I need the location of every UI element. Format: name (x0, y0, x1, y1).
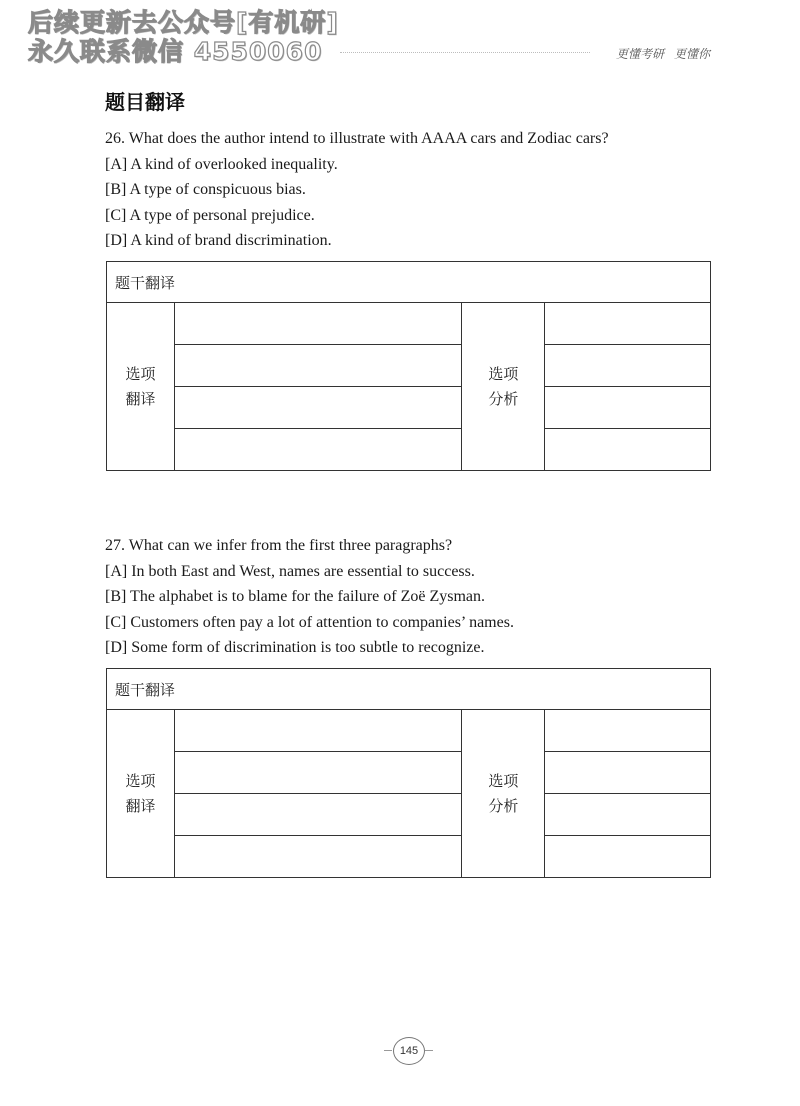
option-translation-label-line-1: 选项 (125, 771, 156, 790)
option-translation-label-line-2: 翻译 (125, 389, 156, 408)
option-translation-cell-b[interactable] (174, 752, 461, 794)
stem-translation-label: 题干翻译 (107, 262, 711, 303)
section-title: 题目翻译 (105, 90, 185, 114)
option-analysis-cell-a[interactable] (545, 710, 711, 752)
question-stem: 26. What does the author intend to illustrate with AAAA cars and Zodiac cars? (105, 130, 609, 147)
option-a: [A] In both East and West, names are essential to success. (105, 562, 475, 580)
option-analysis-cell-b[interactable] (545, 345, 711, 387)
option-translation-label (107, 303, 175, 471)
option-translation-cell-b[interactable] (174, 345, 461, 387)
option-b: [B] A type of conspicuous bias. (105, 181, 306, 198)
header-slogan (616, 45, 710, 62)
option-a: [A] A kind of overlooked inequality. (105, 155, 338, 173)
translation-table-27 (106, 668, 711, 878)
option-translation-label-line-1: 选项 (125, 364, 156, 383)
watermark-line-1: 后续更新去公众号[有机研] (28, 8, 339, 37)
option-d: [D] A kind of brand discrimination. (105, 232, 332, 249)
option-analysis-label-line-1: 选项 (488, 771, 519, 790)
header-divider (340, 52, 590, 53)
watermark-line-2: 永久联系微信 4550060 (28, 37, 323, 66)
option-translation-cell-c[interactable] (174, 794, 461, 836)
option-c: [C] Customers often pay a lot of attention to companies’ names. (105, 613, 514, 631)
option-translation-cell-a[interactable] (174, 303, 461, 345)
page-number: 145 (393, 1037, 425, 1065)
option-analysis-label-line-2: 分析 (488, 796, 519, 815)
option-translation-cell-a[interactable] (174, 710, 461, 752)
option-translation-cell-c[interactable] (174, 387, 461, 429)
option-translation-cell-d[interactable] (174, 429, 461, 471)
option-translation-label (107, 710, 175, 878)
option-analysis-label (462, 710, 545, 878)
question-26 (105, 126, 715, 254)
header-slogan-part-1: 更懂考研 (615, 47, 664, 61)
option-d: [D] Some form of discrimination is too subtle to recognize. (105, 639, 485, 656)
option-analysis-cell-b[interactable] (545, 752, 711, 794)
question-27 (105, 533, 715, 661)
stem-translation-label: 题干翻译 (107, 669, 711, 710)
header-slogan-part-2: 更懂你 (673, 47, 710, 61)
option-translation-label-line-2: 翻译 (125, 796, 156, 815)
option-analysis-cell-c[interactable] (545, 794, 711, 836)
option-analysis-label-line-1: 选项 (488, 364, 519, 383)
translation-table-26 (106, 261, 711, 471)
option-analysis-cell-c[interactable] (545, 387, 711, 429)
option-c: [C] A type of personal prejudice. (105, 206, 315, 224)
question-stem: 27. What can we infer from the first three paragraphs? (105, 537, 453, 554)
option-analysis-cell-a[interactable] (545, 303, 711, 345)
option-b: [B] The alphabet is to blame for the failure of Zoë Zysman. (105, 588, 486, 605)
page-number-ornament-left (384, 1050, 392, 1051)
option-analysis-label-line-2: 分析 (488, 389, 519, 408)
option-analysis-cell-d[interactable] (545, 429, 711, 471)
watermark (28, 8, 358, 66)
option-analysis-label (462, 303, 545, 471)
page-number-ornament-right (425, 1050, 433, 1051)
option-translation-cell-d[interactable] (174, 836, 461, 878)
option-analysis-cell-d[interactable] (545, 836, 711, 878)
